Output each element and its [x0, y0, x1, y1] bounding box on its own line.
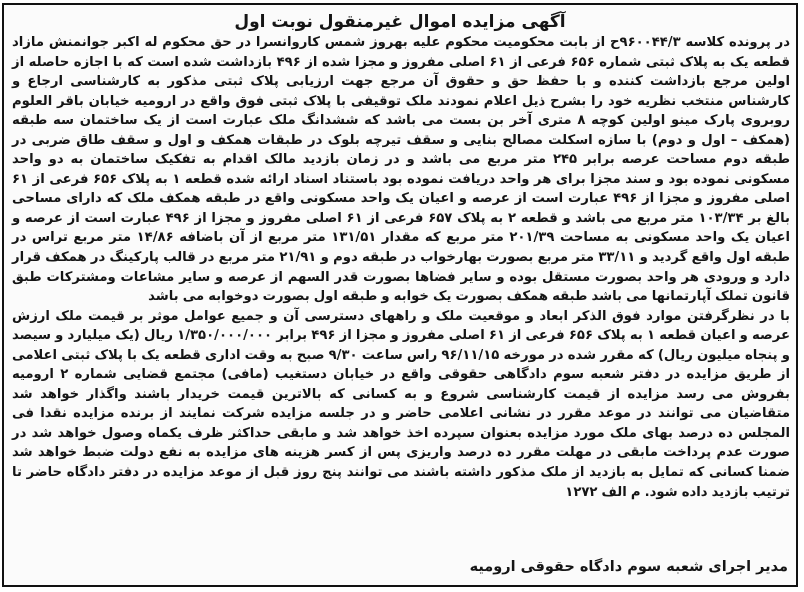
notice-paragraph-property: در پرونده کلاسه ۹۶۰۰۴۴/۳ح از بابت محکومیت محکوم علیه بهروز شمس کاروانسرا در حق محکوم له اکبر جوانمنش مازاد قطعه یک به پلاک ثبتی شماره ۶۵۶ فرعی از ۶۱ اصلی مفروز و مجزا شده از ۴۹۶ بازداشت شده است که با اجازه حاصله از اولین مرجع بازداشت کننده و با حفظ حق و حقوق آن مرجع جهت ارزیابی پلاک ثبتی مذکور به کارشناسی ارجاع و کارشناس منتخب نظریه خود را بشرح ذیل اعلام نمودند ملک توقیفی با پلاک ثبتی فوق واقع در ارومیه خیابان باقر العلوم روبروی پارک مینو اولین کوچه ۸ متری آخر بن بست می باشد که ششدانگ ملک عبارت است از یک ساختمان سه طبقه (همکف – اول و دوم) با سازه اسکلت مصالح بنایی و سقف تیرچه بلوک در طبقات همکف و اول و سقف طاق ضربی در طبقه دوم مساحت عرصه برابر ۲۴۵ متر مربع می باشد و در زمان بازدید مالک اقدام به تفکیک ساختمان به دو واحد مسکونی نموده بود و سند مجزا برای هر واحد دریافت نموده بود باستناد اسناد ارائه شده قطعه ۱ به پلاک ۶۵۶ فرعی از ۶۱ اصلی مفروز و مجزا از ۴۹۶ عبارت است از عرصه و اعیان یک واحد مسکونی واقع در طبقه همکف ملک که دارای مساحی بالغ بر ۱۰۳/۳۴ متر مربع می باشد و قطعه ۲ به پلاک ۶۵۷ فرعی از ۶۱ اصلی مفروز و مجزا از ۴۹۶ عبارت است از عرصه و اعیان یک واحد مسکونی به مساحت ۲۰۱/۳۹ متر مربع که مقدار ۱۳۱/۵۱ متر مربع از آن باضافه ۱۴/۸۶ متر مربع تراس در طبقه اول واقع گردید و ۳۳/۱۱ متر مربع بصورت بهارخواب در طبقه دوم و ۲۱/۹۱ متر مربع در قالب پارکینگ در همکف قرار دارد و ورودی هر واحد بصورت مستقل بوده و سایر فضاها بصورت قدر السهم از عرصه و سایر مشاعات ومشترکات طبق قانون تملک آپارتمانها می باشد طبقه همکف بصورت یک خوابه و طبقه اول بصورت دوخوابه می باشد	[12, 35, 791, 305]
notice-paragraph-auction: با در نظرگرفتن موارد فوق الذکر ابعاد و موقعیت ملک و راههای دسترسی آن و جمیع عوامل موثر بر قیمت ملک ارزش عرصه و اعیان قطعه ۱ به پلاک ۶۵۶ فرعی از ۶۱ اصلی مفروز و مجزا از ۴۹۶ برابر ۱/۳۵۰/۰۰۰/۰۰۰ ریال (یک میلیارد و سیصد و پنجاه میلیون ریال) که مقرر شده در مورخه ۹۶/۱۱/۱۵ راس ساعت ۹/۳۰ صبح به وقت اداری قطعه یک با پلاک ثبتی اعلامی از طریق مزایده در دفتر شعبه سوم دادگاهی حقوقی واقع در خیابان دستغیب (مافی) مجتمع قضایی شماره ۲ ارومیه بفروش می رسد مزایده از قیمت کارشناسی شروع و به کسانی که بالاترین قیمت خریدار باشند واگذار خواهد شد متقاضیان می توانند در موعد مقرر در نشانی اعلامی حاضر و در جلسه مزایده شرکت نمایند از برنده مزایده نقدا فی المجلس ده درصد بهای ملک مورد مزایده بعنوان سپرده اخذ خواهد شد و مابقی حداکثر ظرف یکماه وصول خواهد شد در صورت عدم پرداخت مابقی در مهلت مقرر ده درصد واریزی پس از کسر هزینه های مزایده به نفع دولت ضبط خواهد شد ضمنا کسانی که تمایل به بازدید از ملک مذکور داشته باشند می توانند پنج روز قبل از موعد مزایده در دفتر دادگاه حاضر تا ترتیب بازدید داده شود. م الف ۱۲۷۲	[12, 308, 791, 500]
notice-body	[12, 33, 790, 502]
notice-title: آگهی مزایده اموال غیرمنقول نوبت اول	[234, 12, 566, 32]
notice-signature: مدیر اجرای شعبه سوم دادگاه حقوقی ارومیه	[469, 559, 788, 575]
auction-notice	[2, 3, 798, 587]
